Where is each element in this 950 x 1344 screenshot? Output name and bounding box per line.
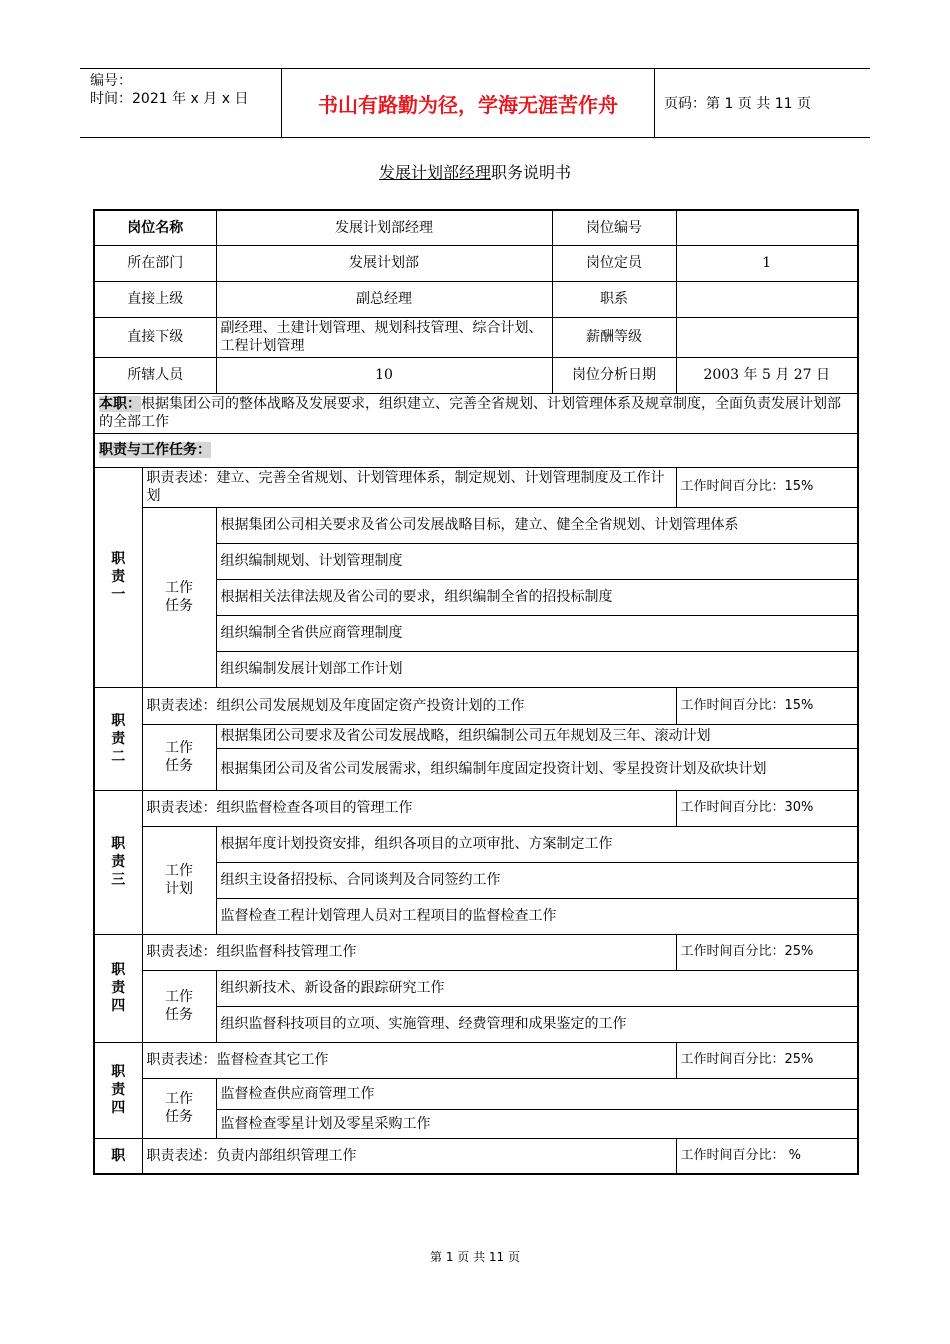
duty-name	[94, 1042, 142, 1138]
position-no-label: 岗位编号	[552, 210, 676, 245]
position-no	[676, 210, 858, 245]
job-description-table	[93, 209, 859, 1175]
row-dept	[94, 245, 858, 281]
duty-name-char: 责	[111, 980, 126, 996]
duty-name-char: 职	[111, 1147, 126, 1164]
header-meta	[80, 69, 282, 137]
task-label-line: 任务	[165, 598, 193, 614]
title-rest: 职务说明书	[491, 163, 572, 182]
duty-desc-row	[94, 1042, 858, 1078]
duty-name	[94, 1138, 142, 1174]
task-row	[94, 1078, 858, 1109]
duty-desc-row	[94, 1138, 858, 1174]
summary-text: 根据集团公司的整体战略及发展要求，组织建立、完善全省规划、计划管理体系及规章制度，全面负责发展计划部的全部工作	[99, 396, 841, 430]
duty-time-percent: 工作时间百分比：25%	[676, 934, 858, 970]
duty-description: 职责表述：组织公司发展规划及年度固定资产投资计划的工作	[142, 687, 676, 724]
duties-heading-cell	[94, 433, 858, 467]
duty-name-char: 二	[111, 748, 126, 765]
duty-desc-row	[94, 467, 858, 507]
task-label-line: 任务	[165, 1007, 193, 1023]
series	[676, 281, 858, 317]
task-item: 组织编制规划、计划管理制度	[216, 543, 858, 579]
task-row	[94, 970, 858, 1006]
superior: 副总经理	[216, 281, 552, 317]
superior-label: 直接上级	[94, 281, 216, 317]
document-title	[0, 160, 950, 183]
summary-cell	[94, 393, 858, 433]
duty-time-percent: 工作时间百分比：15%	[676, 687, 858, 724]
task-item: 监督检查零星计划及零星采购工作	[216, 1109, 858, 1138]
duty-name-char: 三	[111, 872, 126, 888]
staff: 10	[216, 357, 552, 393]
task-item: 组织新技术、新设备的跟踪研究工作	[216, 970, 858, 1006]
page-header	[80, 68, 870, 138]
task-label-line: 工作	[165, 580, 193, 596]
analysis-date: 2003 年 5 月 27 日	[676, 357, 858, 393]
task-label-line: 任务	[165, 758, 193, 774]
task-item: 组织编制发展计划部工作计划	[216, 651, 858, 687]
duty-time-percent: 工作时间百分比：25%	[676, 1042, 858, 1078]
task-label	[142, 970, 216, 1042]
page-footer: 第 1 页 共 11 页	[430, 1250, 520, 1264]
motto: 书山有路勤为径，学海无涯苦作舟	[282, 69, 655, 137]
task-label-line: 工作	[165, 1091, 193, 1107]
duty-description: 职责表述：组织监督检查各项目的管理工作	[142, 790, 676, 826]
duty-desc-row	[94, 687, 858, 724]
task-item: 根据年度计划投资安排，组织各项目的立项审批、方案制定工作	[216, 826, 858, 862]
task-label-line: 工作	[165, 863, 193, 879]
task-item: 根据集团公司及省公司发展需求，组织编制年度固定投资计划、零星投资计划及砍块计划	[216, 748, 858, 790]
task-item: 组织主设备招投标、合同谈判及合同签约工作	[216, 862, 858, 898]
duty-time-percent: 工作时间百分比：15%	[676, 467, 858, 507]
task-item: 组织编制全省供应商管理制度	[216, 615, 858, 651]
duty-desc-row	[94, 790, 858, 826]
row-summary	[94, 393, 858, 433]
summary-label: 本职：	[99, 396, 141, 412]
duty-description: 职责表述：监督检查其它工作	[142, 1042, 676, 1078]
task-label	[142, 826, 216, 934]
time-label: 时间：2021 年 x 月 x 日	[90, 91, 249, 107]
row-position-name	[94, 210, 858, 245]
task-item: 根据集团公司相关要求及省公司发展战略目标，建立、健全全省规划、计划管理体系	[216, 507, 858, 543]
duty-name-char: 责	[111, 1082, 126, 1098]
duty-desc-row	[94, 934, 858, 970]
duty-description: 职责表述：建立、完善全省规划、计划管理体系，制定规划、计划管理制度及工作计划	[142, 467, 676, 507]
duties-heading: 职责与工作任务：	[99, 442, 211, 458]
duty-name-char: 职	[111, 1064, 126, 1080]
duty-time-percent: 工作时间百分比：30%	[676, 790, 858, 826]
duty-name-char: 职	[111, 836, 126, 852]
row-superior	[94, 281, 858, 317]
task-label-line: 工作	[165, 740, 193, 756]
analysis-date-label: 岗位分析日期	[552, 357, 676, 393]
task-row	[94, 507, 858, 543]
task-row	[94, 826, 858, 862]
row-staff	[94, 357, 858, 393]
row-subordinate	[94, 317, 858, 357]
task-item: 根据集团公司要求及省公司发展战略，组织编制公司五年规划及三年、滚动计划	[216, 724, 858, 748]
headcount-label: 岗位定员	[552, 245, 676, 281]
page-info: 页码：第 1 页 共 11 页	[664, 96, 811, 112]
subordinate: 副经理、土建计划管理、规划科技管理、综合计划、工程计划管理	[216, 317, 552, 357]
task-label-line: 工作	[165, 989, 193, 1005]
task-item: 组织监督科技项目的立项、实施管理、经费管理和成果鉴定的工作	[216, 1006, 858, 1042]
dept-label: 所在部门	[94, 245, 216, 281]
salary	[676, 317, 858, 357]
duty-name-char: 职	[111, 551, 126, 567]
task-row	[94, 724, 858, 748]
duty-name-char: 责	[111, 569, 126, 585]
dept: 发展计划部	[216, 245, 552, 281]
row-duties-heading	[94, 433, 858, 467]
task-item: 监督检查工程计划管理人员对工程项目的监督检查工作	[216, 898, 858, 934]
duty-name	[94, 687, 142, 790]
duty-description: 职责表述：负责内部组织管理工作	[142, 1138, 676, 1174]
task-label-line: 任务	[165, 1109, 193, 1125]
title-underlined: 发展计划部经理	[378, 163, 491, 182]
task-label	[142, 1078, 216, 1138]
duty-name	[94, 790, 142, 934]
task-item: 根据相关法律法规及省公司的要求，组织编制全省的招投标制度	[216, 579, 858, 615]
duty-name-char: 职	[111, 712, 126, 729]
task-label	[142, 507, 216, 687]
duty-name-char: 四	[111, 1100, 126, 1116]
series-label: 职系	[552, 281, 676, 317]
duty-name-char: 一	[111, 587, 126, 603]
task-label-line: 计划	[165, 881, 193, 897]
duty-name	[94, 467, 142, 687]
position-name-label: 岗位名称	[94, 210, 216, 245]
task-label	[142, 724, 216, 790]
duty-name-char: 责	[111, 730, 126, 747]
duty-time-percent: 工作时间百分比： %	[676, 1138, 858, 1174]
duty-name	[94, 934, 142, 1042]
position-name: 发展计划部经理	[216, 210, 552, 245]
headcount: 1	[676, 245, 858, 281]
duty-description: 职责表述：组织监督科技管理工作	[142, 934, 676, 970]
staff-label: 所辖人员	[94, 357, 216, 393]
task-item: 监督检查供应商管理工作	[216, 1078, 858, 1109]
duty-name-char: 责	[111, 854, 126, 870]
duty-name-char: 四	[111, 998, 126, 1014]
salary-label: 薪酬等级	[552, 317, 676, 357]
code-label: 编号：	[90, 73, 132, 89]
duty-name-char: 职	[111, 962, 126, 978]
subordinate-label: 直接下级	[94, 317, 216, 357]
